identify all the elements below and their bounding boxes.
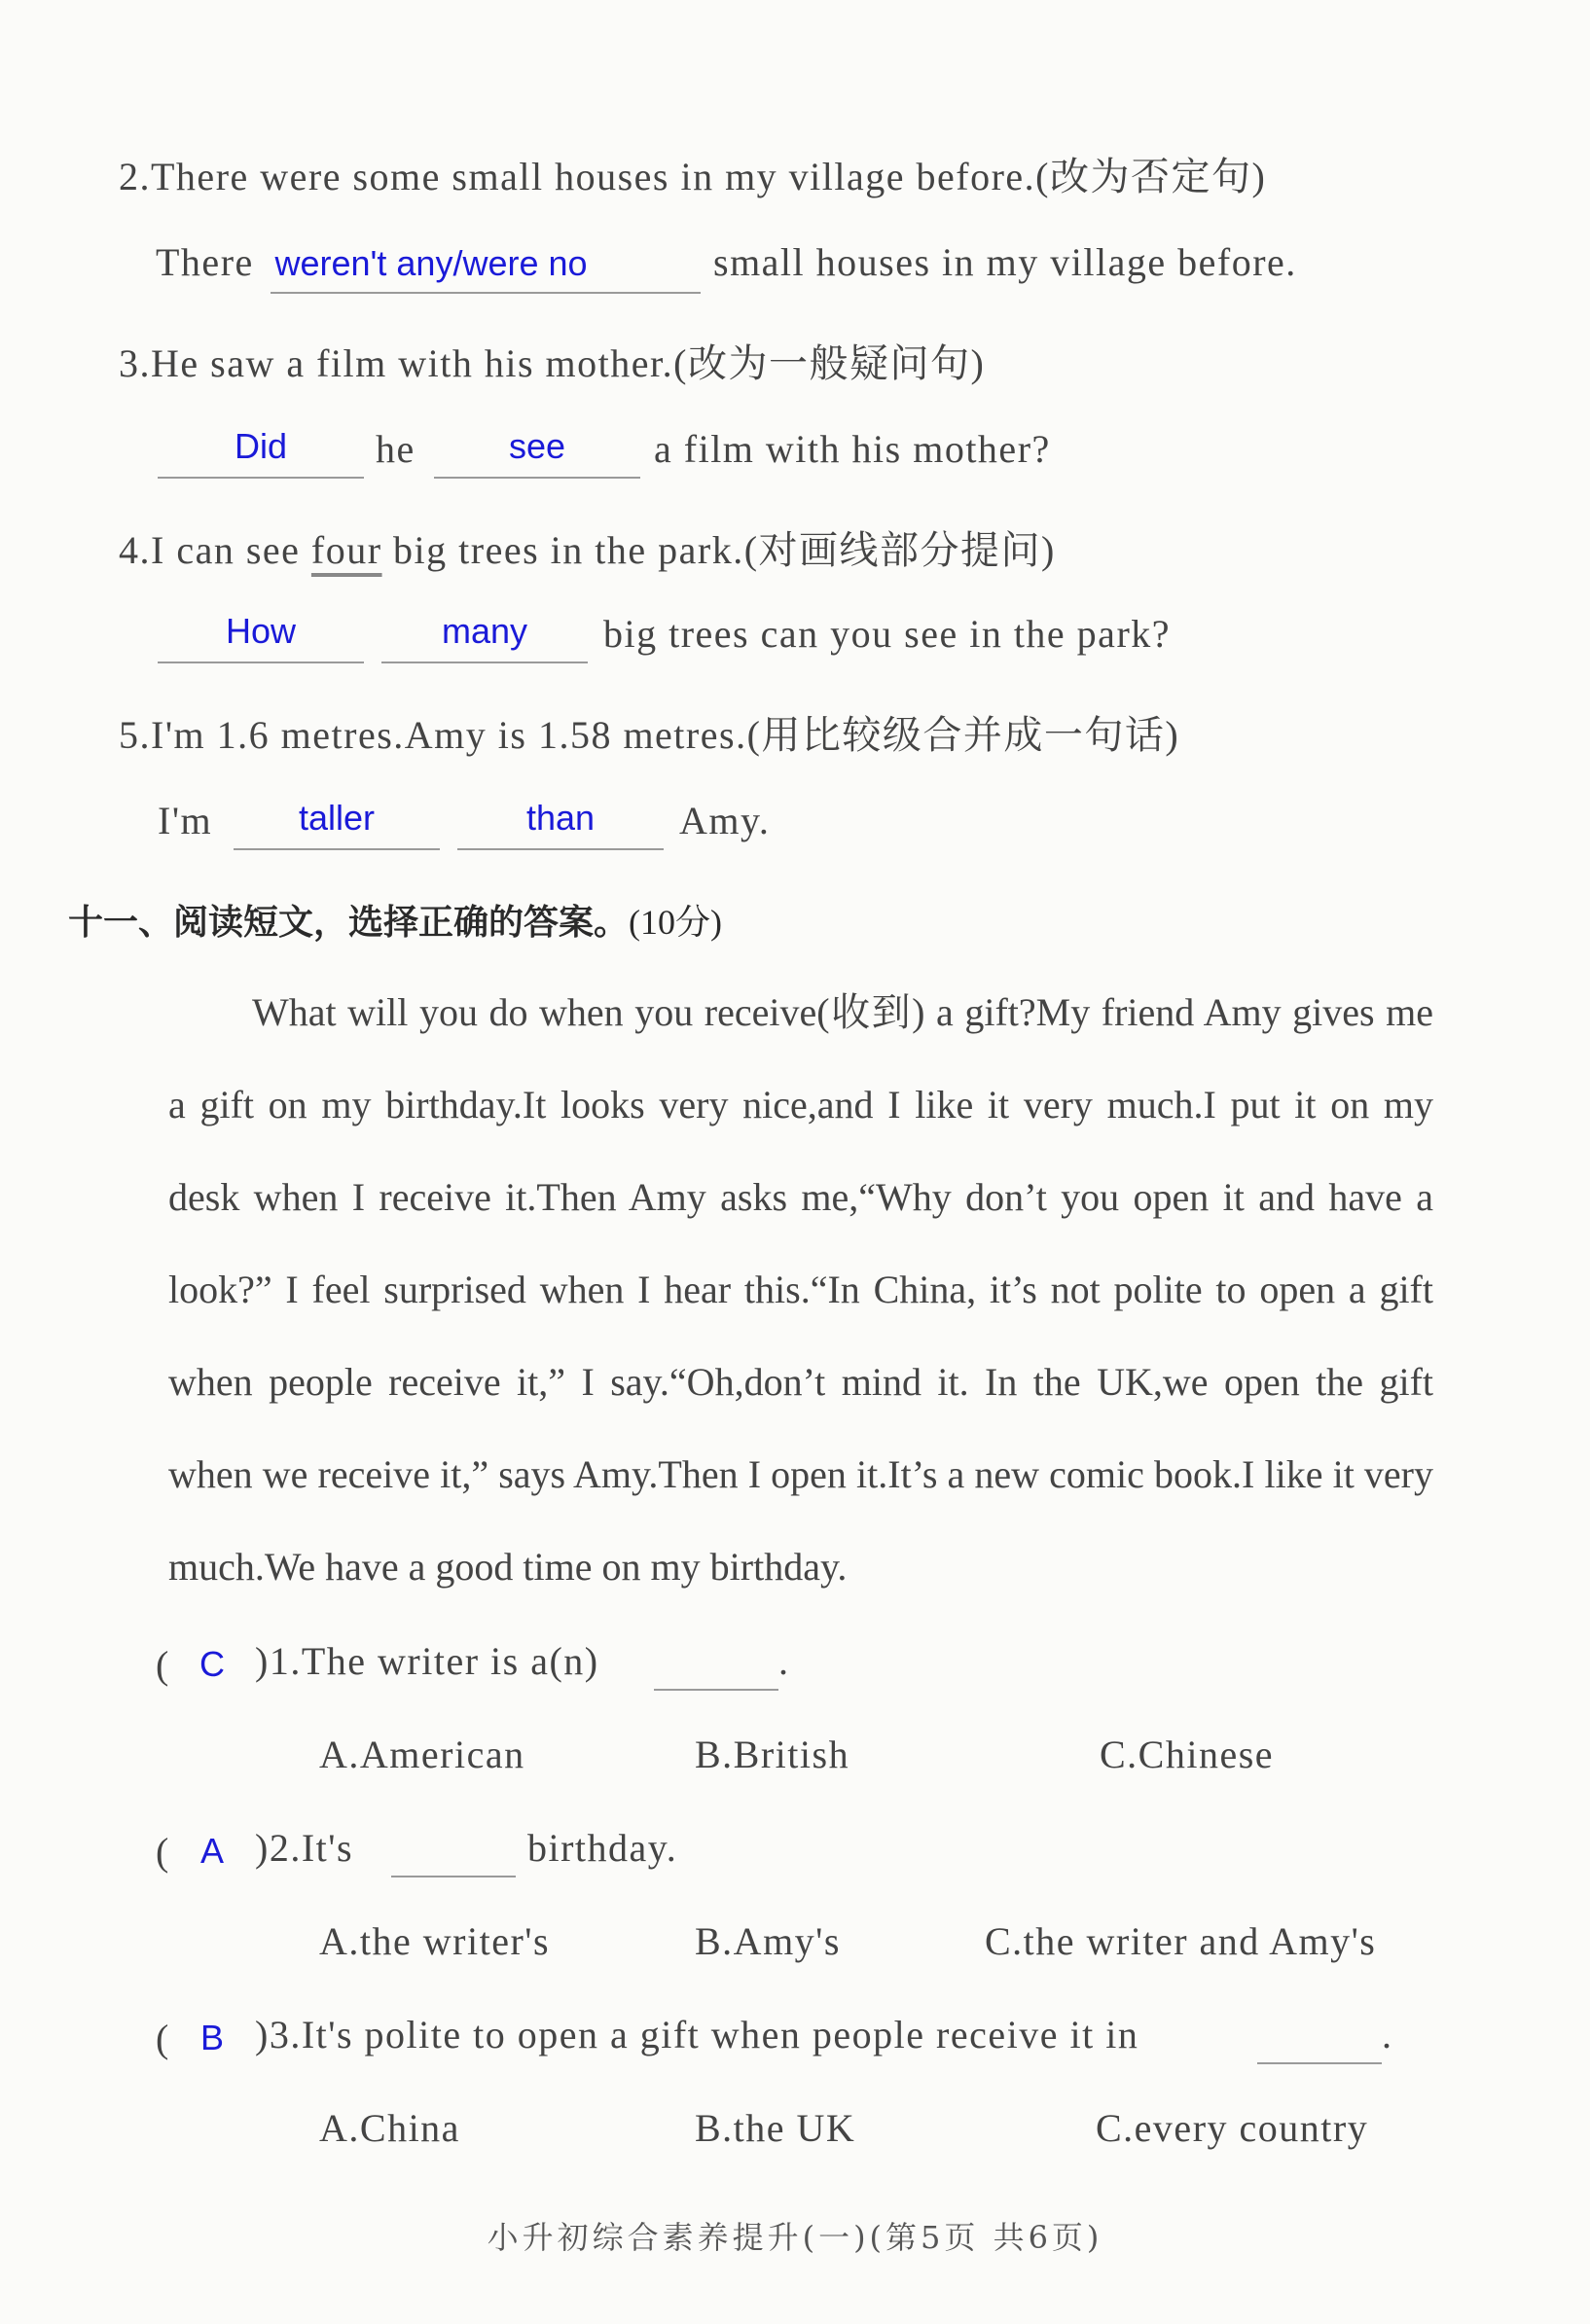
section-11-heading [68, 895, 722, 945]
mc-3-option-a: A.China [319, 2106, 460, 2150]
page-footer: 小升初综合素养提升(一)(第5页 共6页) [487, 2219, 1103, 2256]
question-5-blank-1 [234, 848, 440, 850]
mc-1-answer: C [199, 1644, 225, 1684]
question-5-prompt: 5.I'm 1.6 metres.Amy is 1.58 metres.(用比较级合并成一句话) [119, 713, 1180, 757]
question-2-suffix: small houses in my village before. [713, 240, 1297, 284]
question-2-prefix: There [156, 240, 254, 284]
mc-2-question: )2.It's [255, 1826, 354, 1870]
mc-2-end: birthday. [527, 1826, 678, 1870]
mc-3-option-c: C.every country [1096, 2106, 1369, 2150]
question-4-suffix: big trees can you see in the park? [603, 612, 1172, 656]
mc-1-option-a: A.American [319, 1733, 525, 1776]
question-4-prompt [119, 519, 1056, 575]
mc-3-answer: B [199, 2018, 224, 2057]
question-5-prefix: I'm [158, 799, 213, 842]
mc-2-option-a: A.the writer's [319, 1919, 551, 1963]
question-3-blank-1 [158, 477, 364, 479]
mc-3-open-paren: ( [156, 2017, 169, 2060]
question-3-suffix: a film with his mother? [654, 427, 1051, 471]
question-2-blank [271, 292, 701, 294]
question-3-prompt: 3.He saw a film with his mother.(改为一般疑问句) [119, 341, 986, 385]
question-3-answer-2: see [508, 426, 566, 466]
mc-3-question: )3.It's polite to open a gift when people receive it in [255, 2013, 1139, 2056]
question-4-underlined: four [310, 528, 382, 572]
mc-1-end: . [778, 1639, 790, 1683]
question-2-answer: weren't any/were no [274, 243, 588, 283]
question-5-answer-2: than [525, 798, 596, 838]
question-5-answer-1: taller [298, 798, 376, 838]
question-4-answer-2: many [441, 611, 528, 651]
mc-3-option-b: B.the UK [695, 2106, 856, 2150]
mc-3-end: . [1382, 2013, 1393, 2056]
mc-2-open-paren: ( [156, 1830, 169, 1874]
question-5-blank-2 [457, 848, 664, 850]
question-3-answer-1: Did [234, 426, 288, 466]
mc-1-option-c: C.Chinese [1100, 1733, 1275, 1776]
mc-2-blank [391, 1876, 516, 1877]
question-3-blank-2 [434, 477, 640, 479]
reading-passage: What will you do when you receive(收到) a gift?My friend Amy gives me a gift on my birthday.It looks very nice,and I like it very much.I put it on my desk when I receive it.Then Amy asks me,“Why don’t you open it and have a look?” I feel surprised when I hear this.“In China, it’s not polite to open a gift when people receive it,” I say.“Oh,don’t mind it. In the UK,we open the gift when we receive it,” says Amy.Then I open it.It’s a new comic book.I like it very much.We have a good time on my birthday. [168, 990, 1433, 1589]
section-11-title: 十一、阅读短文，选择正确的答案。 [68, 903, 630, 943]
question-3-mid: he [376, 427, 416, 471]
question-4-answer-1: How [225, 611, 297, 651]
mc-3-blank [1257, 2062, 1382, 2064]
mc-1-open-paren: ( [156, 1643, 169, 1687]
mc-1-blank [654, 1689, 778, 1691]
mc-2-option-b: B.Amy's [695, 1919, 841, 1963]
mc-1-option-b: B.British [695, 1733, 850, 1776]
question-4-pre: 4.I can see [119, 528, 311, 572]
question-4-blank-2 [381, 661, 588, 663]
question-4-post: big trees in the park.(对画线部分提问) [381, 528, 1056, 572]
mc-2-answer: A [199, 1831, 224, 1871]
question-4-blank-1 [158, 661, 364, 663]
question-5-suffix: Amy. [679, 799, 771, 842]
question-2-prompt: 2.There were some small houses in my village before.(改为否定句) [119, 155, 1267, 198]
section-11-score: (10分) [629, 903, 722, 942]
mc-1-question: )1.The writer is a(n) [255, 1639, 599, 1683]
mc-2-option-c: C.the writer and Amy's [985, 1919, 1377, 1963]
